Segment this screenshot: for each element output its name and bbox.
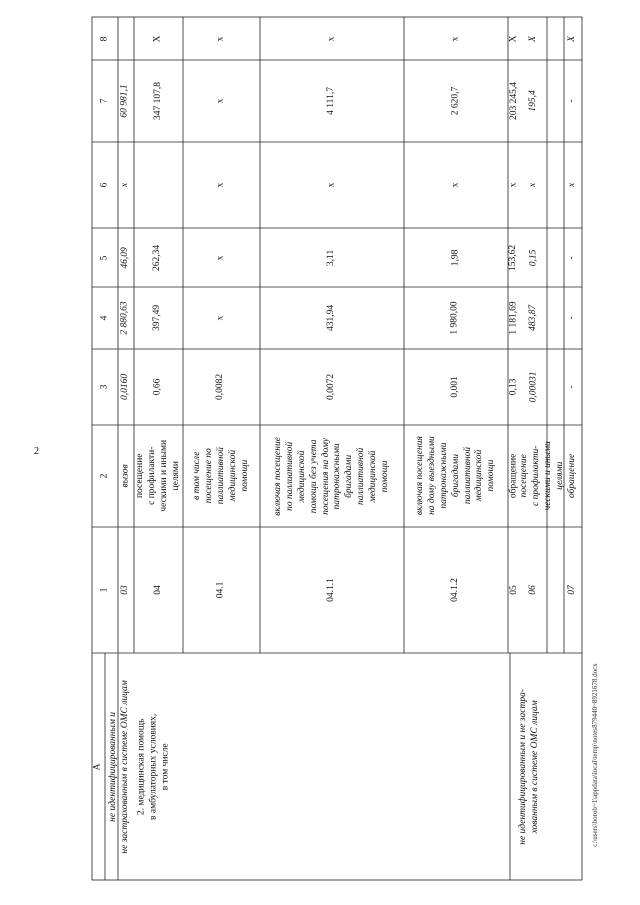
header-col-4: 4 [99,315,110,321]
row-0412-c8: х [450,36,461,41]
row-06-c6: х [528,182,539,188]
row-0411-c7: 4 111,7 [326,87,337,115]
row-0411-c3: 0,0072 [326,373,337,401]
page-number: 2 [34,446,39,457]
header-col-6: 6 [99,182,110,188]
row-05-c5: 153,62 [508,244,519,271]
header-col-1: 1 [99,587,110,593]
footer-file-path: c:\users\borob~1\appdata\local\temp\notes879440~8921678.docx [591,663,600,847]
row-06-code: 06 [528,585,539,595]
row-04-c8: Х [152,35,163,42]
row-05-code: 05 [508,585,519,595]
row-07-code: 07 [567,585,578,595]
row-041-c4: х [215,315,226,321]
row-05-c7: 203 245,4 [508,82,519,120]
row-041-c6: х [215,182,226,188]
row-07-c7: - [567,99,578,103]
row-0412-c5: 1,98 [450,249,461,266]
header-col-a: А [92,763,103,770]
row-06-c8: Х [528,35,539,42]
header-col-5: 5 [99,255,110,260]
row-04-c3: 0,66 [152,378,163,396]
row-0412-c6: х [450,182,461,188]
header-col-8: 8 [99,36,110,41]
header-col-2: 2 [99,473,110,479]
row-06-c7: 195,4 [528,90,539,112]
row-06-c3: 0,00031 [528,371,539,403]
row-041-unit: в том числе посещение по паллиативной медицинской помощи [191,447,250,505]
row-03-c6: х [120,182,131,188]
row-0411-c8: х [326,36,337,41]
row-0411-c6: х [326,182,337,188]
row-07-c4: - [567,316,578,320]
row-04-code: 04 [152,585,163,595]
row-03-c5: 46,09 [120,246,131,269]
row-0411-unit: включая посещение по паллиативной медицинской помощи без учета посещения на дому патронажными бригадами паллиативной медицинской помощи [272,436,390,516]
row-04-label: 2. медицинская помощь в амбулаторных условиях, в том числе [136,713,170,820]
row-05-c6: х [508,182,519,188]
row-05-c3: 0,13 [508,378,519,396]
row-0412-code: 04.1.2 [450,578,461,602]
row-03-code: 03 [120,585,131,595]
row-05-unit: обращение [508,453,519,499]
row-05-c4: 1 181,69 [508,301,519,335]
row-04-c5: 262,34 [152,244,163,271]
row-06-c5: 0,15 [528,249,539,266]
row-041-c7: х [215,98,226,104]
row-07-c3: - [567,385,578,389]
row-03-unit: вызов [120,464,131,488]
row-06-c4: 483,87 [528,304,539,332]
row-04-c7: 347 107,8 [152,82,163,120]
row-041-c8: х [215,36,226,41]
row-041-c3: 0,0082 [215,373,226,401]
row-07-unit: обращение [567,453,578,499]
row-06-label: не идентифицированным и не застра- хованным в системе ОМС лицам [518,688,540,845]
row-041-code: 04.1 [215,581,226,599]
row-0412-unit: включая посещения на дому выездными патронажными бригадами паллиативной медицинской помощи [414,436,496,516]
row-0412-c3: 0,001 [450,376,461,398]
header-col-7: 7 [99,98,110,104]
row-041-c5: х [215,255,226,260]
row-06-unit: посещение с профилакти- ческими и иными целями [518,441,565,511]
row-03-c3: 0,0160 [120,373,131,401]
row-0412-c7: 2 620,7 [450,86,461,116]
row-07-c6: х [567,182,578,188]
row-04-unit: посещение с профилакти- ческими и иными целями [134,440,181,512]
row-03-c4: 2 880,63 [120,301,131,335]
row-0411-c4: 431,94 [326,304,337,332]
row-03-label: не идентифицированным и не застрахованным в системе ОМС лицам [107,679,130,854]
header-col-3: 3 [99,384,110,390]
row-0411-code: 04.1.1 [326,578,337,602]
row-0411-c5: 3,11 [326,249,337,266]
row-04-c4: 397,49 [152,304,163,332]
row-07-c5: - [567,255,578,260]
row-03-c7: 60 981,1 [120,84,131,118]
row-0412-c4: 1 980,00 [450,301,461,335]
row-05-c8: Х [508,35,519,42]
row-07-c8: Х [567,35,578,42]
